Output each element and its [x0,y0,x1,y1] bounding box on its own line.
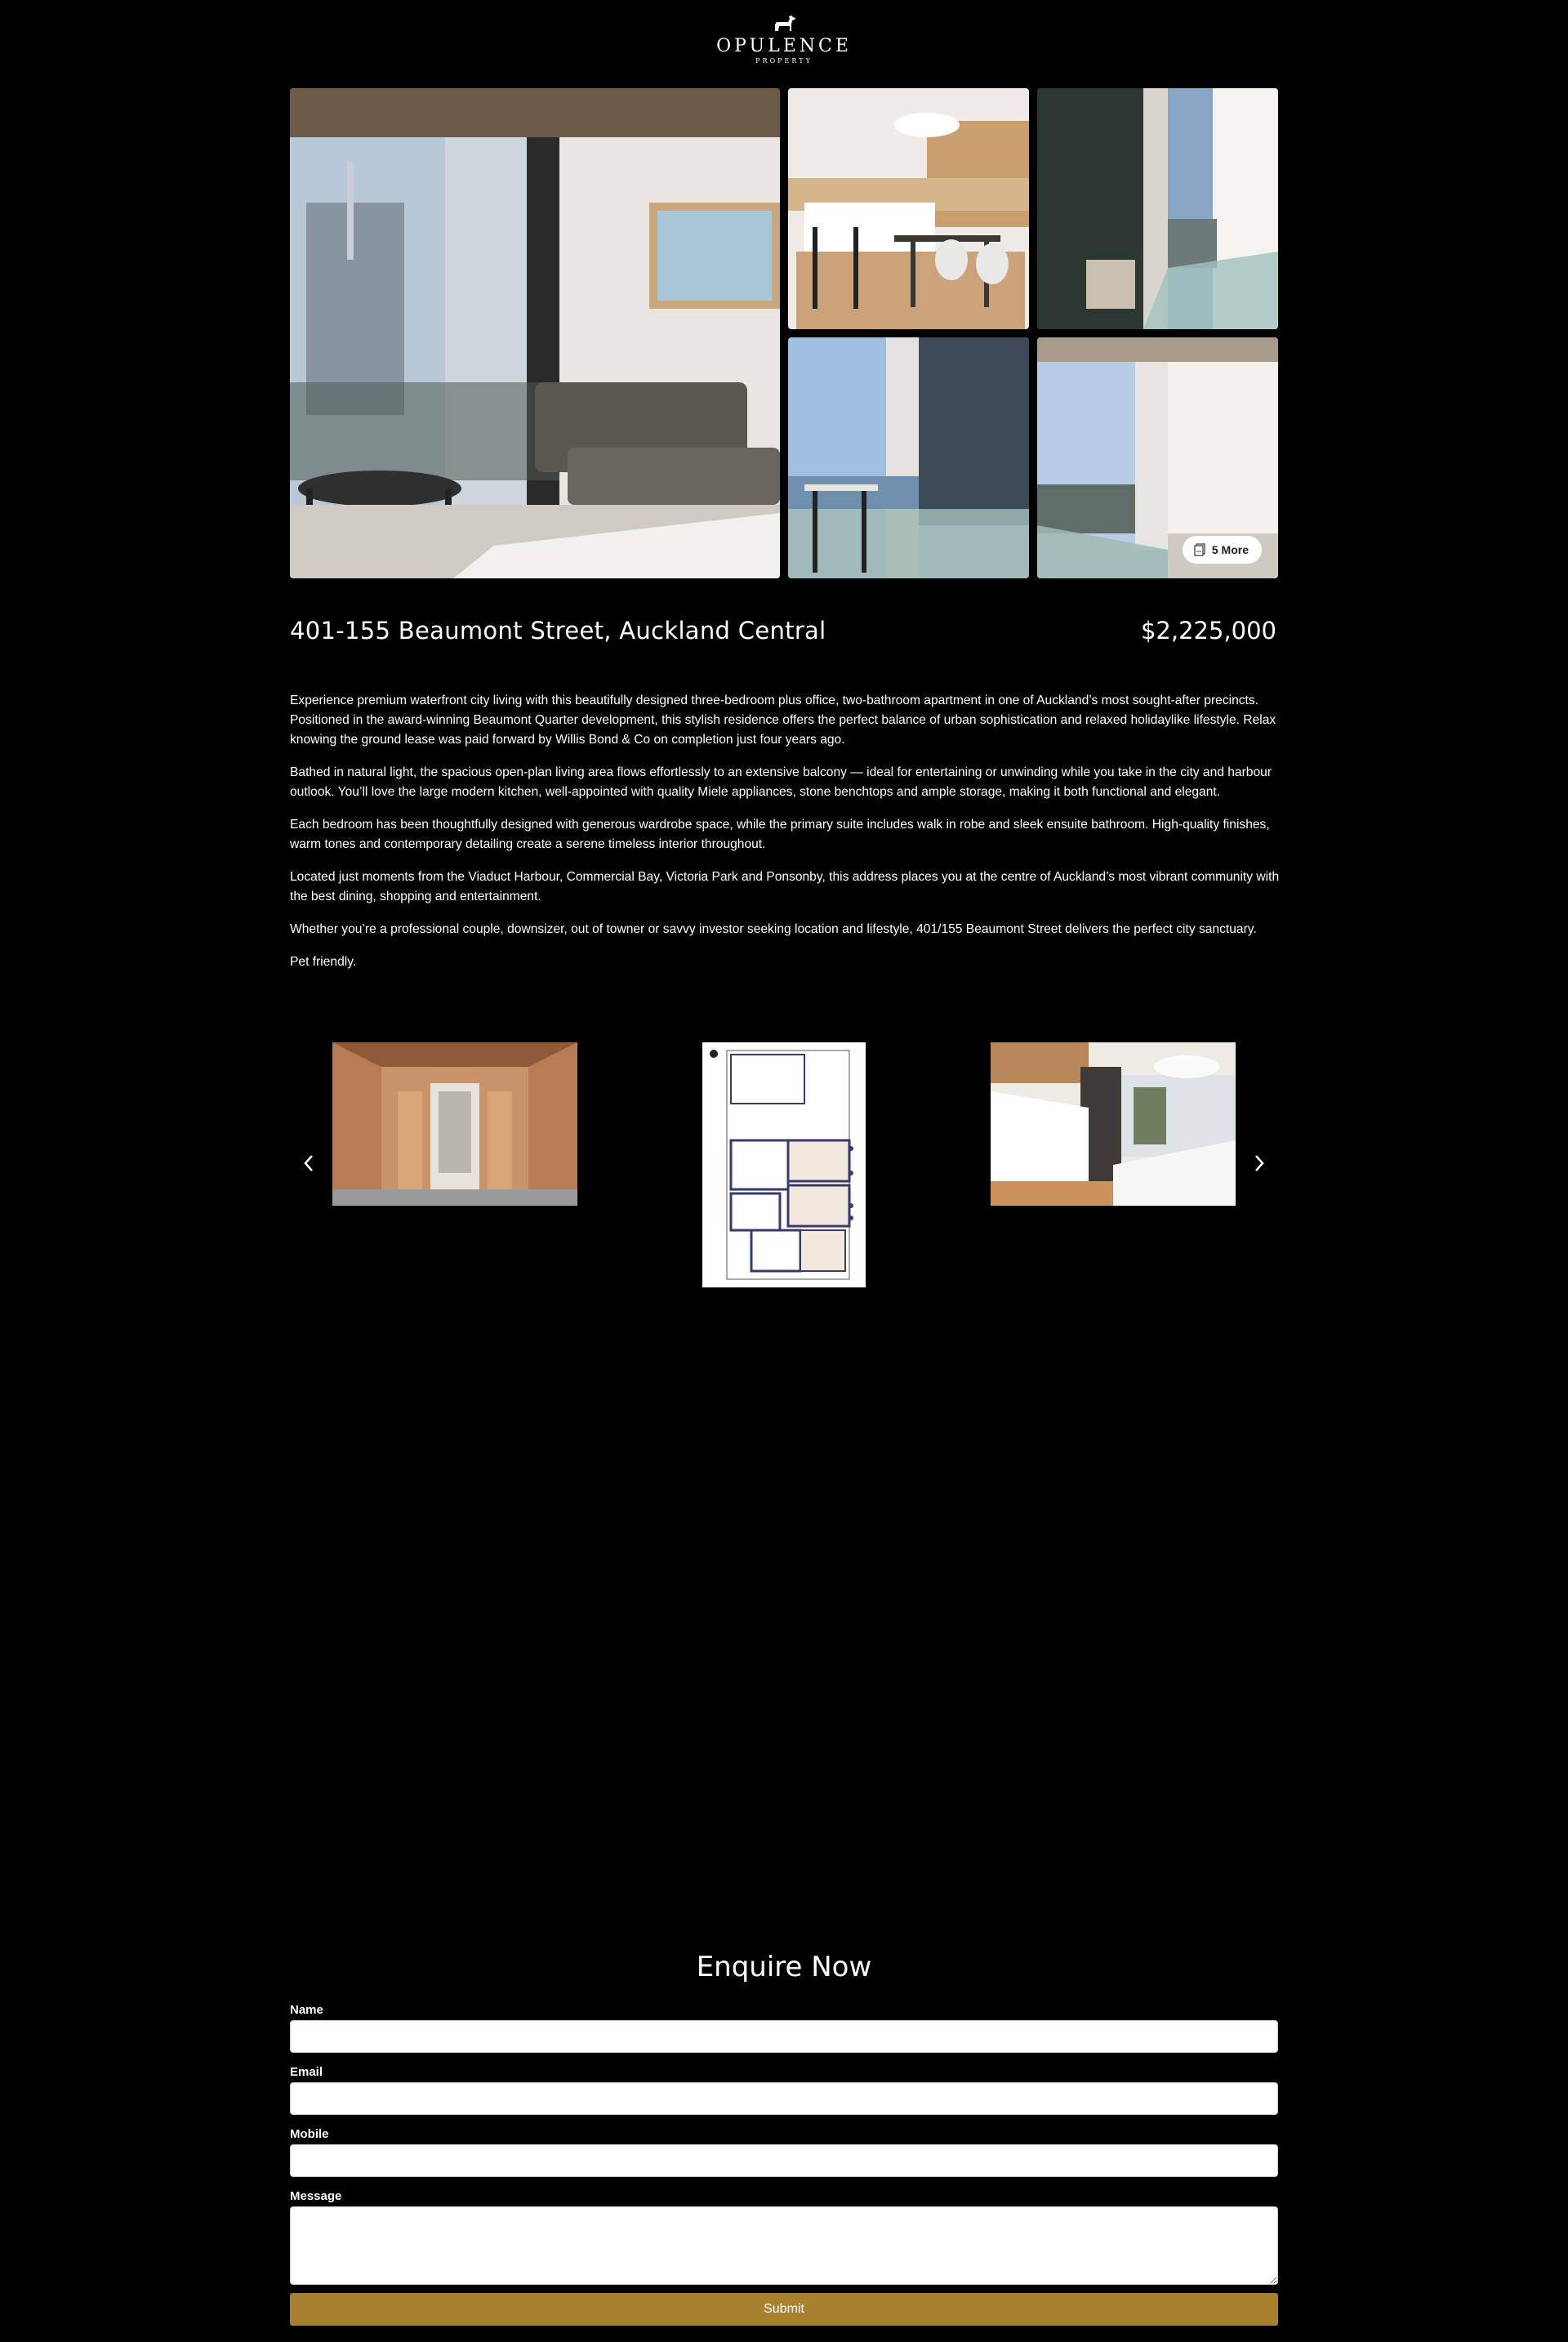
description-paragraph: Each bedroom has been thoughtfully designed with generous wardrobe space, while the primary suite includes walk in robe and sleek ensuite bathroom. High-quality finishes, warm tones and contemporary detailing create a serene timeless interior throughout. [290,818,1270,851]
carousel-prev-button[interactable] [292,1149,325,1181]
more-photos-button[interactable] [1183,536,1262,564]
logo-subtitle: PROPERTY [755,57,813,65]
message-textarea[interactable] [290,2206,1278,2285]
listing-address: 401-155 Beaumont Street, Auckland Central [290,617,826,645]
carousel-slide-floorplan[interactable] [702,1042,866,1287]
dog-logo-icon [772,15,796,37]
logo-wordmark: OPULENCE [716,36,852,56]
mobile-label: Mobile [290,2127,329,2141]
listing-description [290,691,1280,985]
chevron-left-icon [303,1154,314,1176]
description-paragraph: Whether you’re a professional couple, downsizer, out of towner or savvy investor seeking location and lifestyle, 401/155 Beaumont Street delivers the perfect city sanctuary. [290,922,1257,936]
description-paragraph: Bathed in natural light, the spacious open-plan living area flows effortlessly to an extensive balcony — ideal for entertaining or unwinding while you take in the city and harbour outlook. You’ll love the large modern kitchen, well-appointed with quality Miele appliances, stone benchtops and ample storage, making it both functional and elegant. [290,765,1272,799]
gallery-photo-balcony[interactable] [1037,88,1278,329]
email-input[interactable] [290,2082,1278,2115]
description-paragraph: Experience premium waterfront city living with this beautifully designed three-bedroom plus office, two-bathroom apartment in one of Auckland’s most sought-after precincts. Positioned in the award-winning Beaumont Quarter development, this stylish residence offers the perfect balance of urban sophistication and relaxed holidaylike lifestyle. Relax knowing the ground lease was paid forward by Willis Bond & Co on completion just four years ago. [290,694,1276,747]
message-label: Message [290,2189,342,2203]
name-input[interactable] [290,2020,1278,2053]
carousel-slide-kitchen[interactable] [991,1042,1236,1206]
gallery-photo-terrace[interactable] [1037,337,1278,578]
gallery-main-photo[interactable] [290,88,780,578]
listing-price: $2,225,000 [1140,617,1276,645]
description-paragraph: Located just moments from the Viaduct Harbour, Commercial Bay, Victoria Park and Ponsonby, this address places you at the centre of Auckland’s most vibrant community with the best dining, shopping and entertainment. [290,870,1280,903]
gallery-photo-kitchen[interactable] [788,88,1029,329]
mobile-input[interactable] [290,2144,1278,2177]
name-label: Name [290,2003,323,2017]
submit-button[interactable]: Submit [290,2293,1278,2326]
carousel-slide-wardrobe[interactable] [332,1042,577,1206]
carousel-next-button[interactable] [1243,1149,1276,1181]
enquire-title: Enquire Now [696,1951,872,1983]
gallery-photo-view[interactable] [788,337,1029,578]
description-paragraph: Pet friendly. [290,955,357,969]
gallery-icon [1194,543,1205,556]
site-logo[interactable] [0,15,1568,65]
more-photos-label: 5 More [1211,543,1249,556]
chevron-right-icon [1254,1154,1265,1176]
email-label: Email [290,2065,323,2079]
